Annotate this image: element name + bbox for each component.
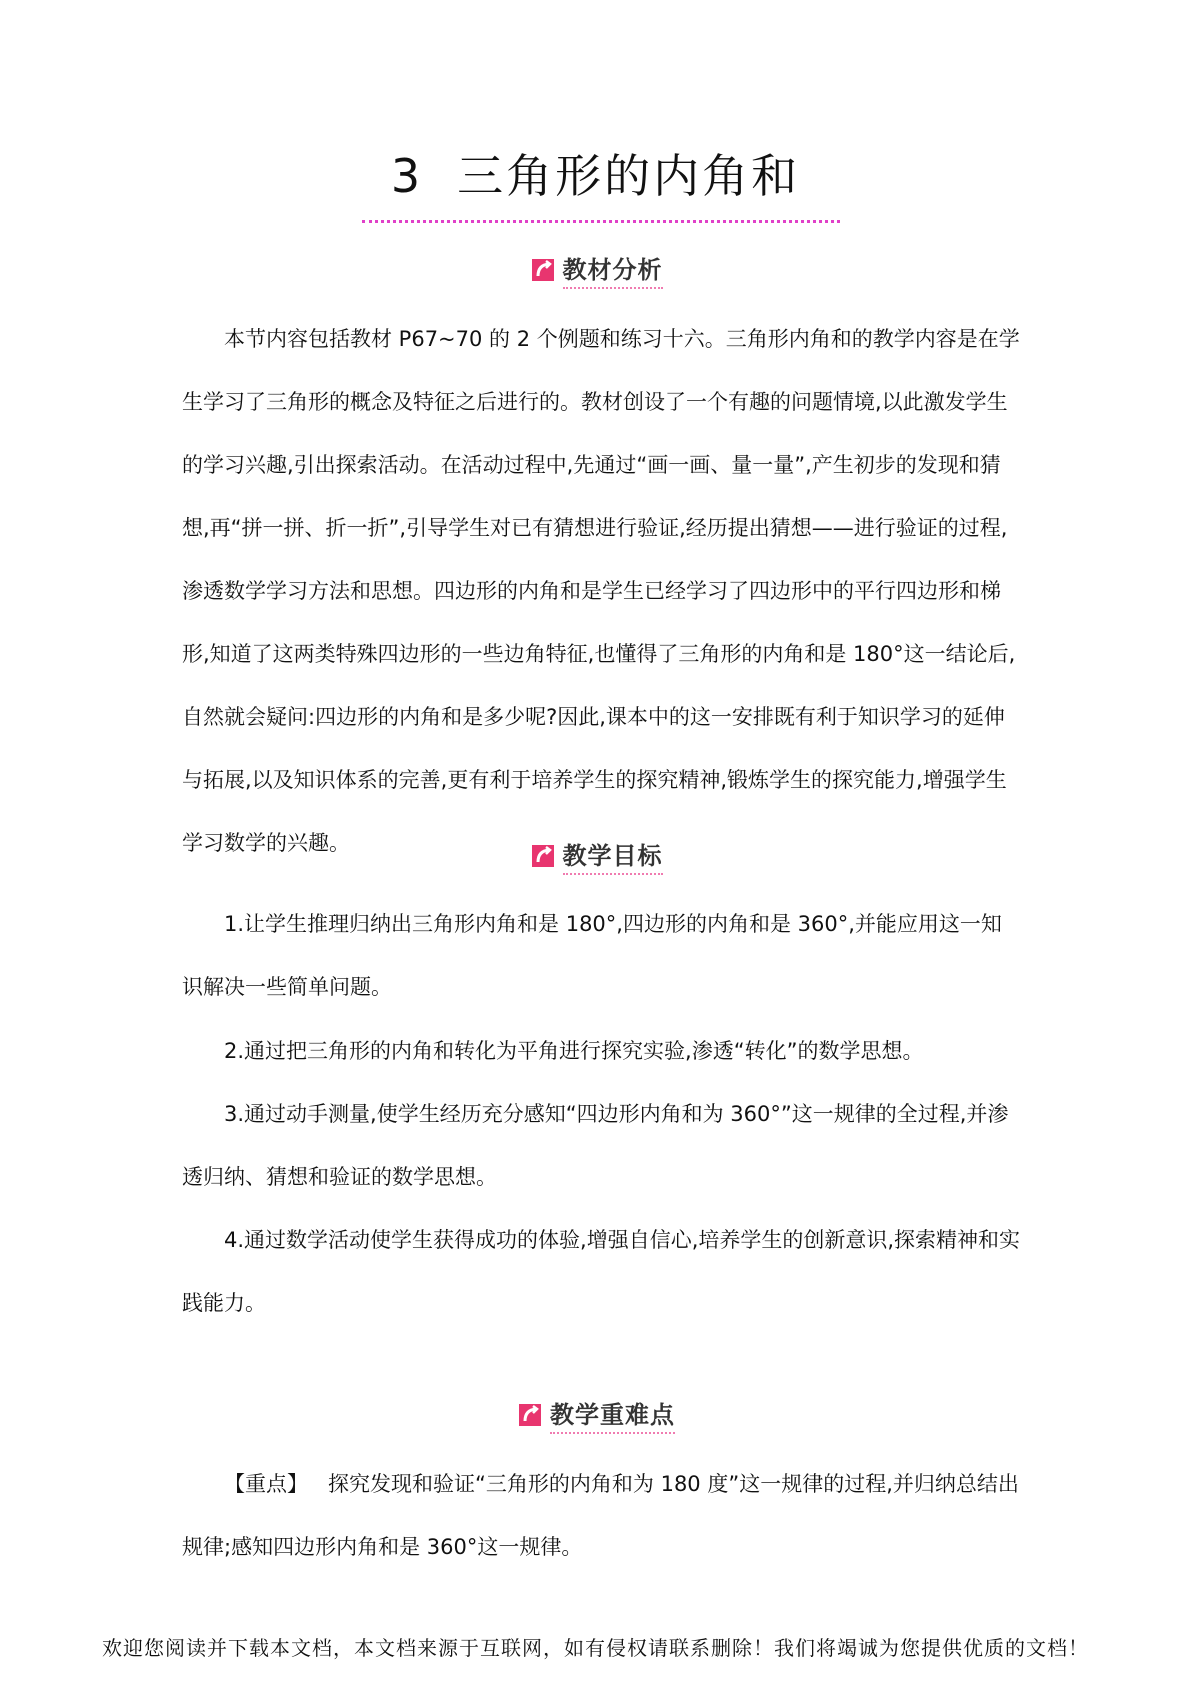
keypoint-text: 探究发现和验证“三角形的内角和为 180 度”这一规律的过程,并归纳总结出规律;感知四边形内角和是 360°这一规律。: [182, 1472, 1019, 1559]
keypoint-label: 【重点】: [224, 1472, 308, 1496]
section-heading-goals: [0, 836, 1191, 876]
analysis-paragraph: 本节内容包括教材 P67~70 的 2 个例题和练习十六。三角形内角和的教学内容是在学生学习了三角形的概念及特征之后进行的。教材创设了一个有趣的问题情境,以此激发学生的学习兴趣,引出探索活动。在活动过程中,先通过“画一画、量一量”,产生初步的发现和猜想,再“拼一拼、折一折”,引导学生对已有猜想进行验证,经历提出猜想——进行验证的过程,渗透数学学习方法和思想。四边形的内角和是学生已经学习了四边形中的平行四边形和梯形,知道了这两类特殊四边形的一些边角特征,也懂得了三角形的内角和是 180°这一结论后,自然就会疑问:四边形的内角和是多少呢?因此,课本中的这一安排既有利于知识学习的延伸与拓展,以及知识体系的完善,更有利于培养学生的探究精神,锻炼学生的探究能力,增强学生学习数学的兴趣。: [182, 327, 1020, 855]
title-text: 三角形的内角和: [457, 149, 801, 203]
bookmark-icon: [529, 256, 557, 284]
goal-item-3: 3.通过动手测量,使学生经历充分感知“四边形内角和为 360°”这一规律的全过程,并渗透归纳、猜想和验证的数学思想。: [182, 1102, 1009, 1189]
goal-item-4: 4.通过数学活动使学生获得成功的体验,增强自信心,培养学生的创新意识,探索精神和实践能力。: [182, 1228, 1021, 1315]
bookmark-icon: [529, 842, 557, 870]
keypoint-paragraph: [182, 1453, 1022, 1579]
page-title: [0, 140, 1191, 206]
footer-disclaimer: 欢迎您阅读并下载本文档，本文档来源于互联网，如有侵权请联系删除！我们将竭诚为您提供优质的文档！: [102, 1636, 1089, 1660]
title-divider: [362, 220, 840, 223]
goal-item-1: 1.让学生推理归纳出三角形内角和是 180°,四边形的内角和是 360°,并能应用这一知识解决一些简单问题。: [182, 912, 1002, 999]
section-heading-analysis: [0, 250, 1191, 290]
title-number: 3: [390, 149, 424, 203]
bookmark-icon: [516, 1401, 544, 1429]
section-heading-keypoints: [0, 1395, 1191, 1435]
section-title: 教学目标: [563, 836, 663, 875]
goal-item-2: 2.通过把三角形的内角和转化为平角进行探究实验,渗透“转化”的数学思想。: [224, 1039, 924, 1063]
section-title: 教材分析: [563, 250, 663, 289]
section-title: 教学重难点: [550, 1395, 675, 1434]
